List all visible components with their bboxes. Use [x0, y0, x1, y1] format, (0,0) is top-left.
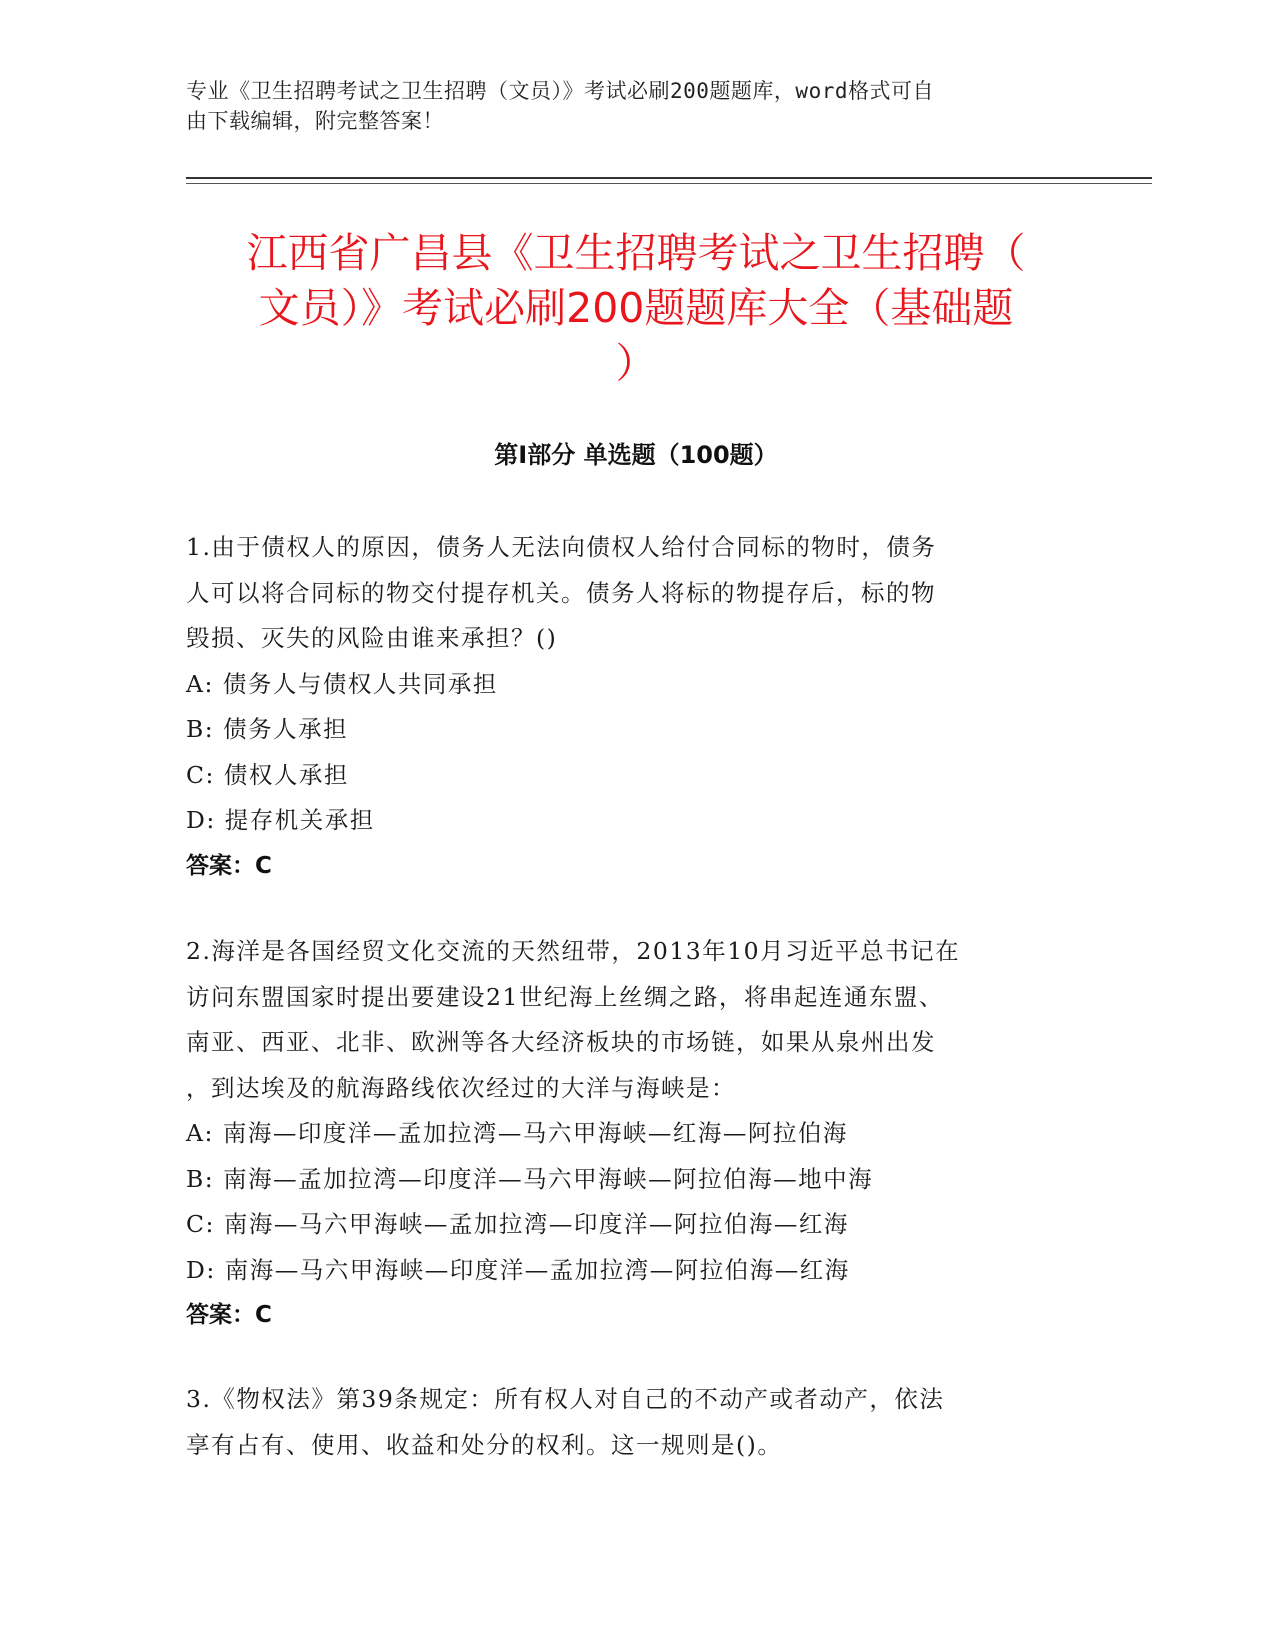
question-2-option-a: A: 南海—印度洋—孟加拉湾—马六甲海峡—红海—阿拉伯海	[186, 1119, 848, 1147]
header-note-line-1: 专业《卫生招聘考试之卫生招聘（文员）》考试必刷200题题库，word格式可自	[186, 79, 934, 103]
header-note-line-2: 由下载编辑，附完整答案！	[186, 109, 444, 133]
question-1-option-d: D: 提存机关承担	[186, 806, 375, 834]
question-2-answer: 答案：C	[186, 1302, 272, 1328]
document-title-line-1: 江西省广昌县《卫生招聘考试之卫生招聘（	[246, 229, 1026, 277]
question-3-stem-line-2: 享有占有、使用、收益和处分的权利。这一规则是()。	[186, 1430, 783, 1459]
question-1	[186, 525, 1086, 889]
question-2-option-d: D: 南海—马六甲海峡—印度洋—孟加拉湾—阿拉伯海—红海	[186, 1255, 850, 1284]
question-2-option-c: C: 南海—马六甲海峡—孟加拉湾—印度洋—阿拉伯海—红海	[186, 1210, 849, 1238]
question-1-stem-line-1: 1.由于债权人的原因，债务人无法向债权人给付合同标的物时，债务	[186, 533, 937, 561]
document-title-line-2: 文员）》考试必刷200题题库大全（基础题	[258, 284, 1014, 332]
question-1-stem-line-2: 人可以将合同标的物交付提存机关。债务人将标的物提存后，标的物	[186, 578, 936, 607]
question-2-stem-line-2: 访问东盟国家时提出要建设21世纪海上丝绸之路，将串起连通东盟、	[186, 982, 944, 1011]
document-title	[186, 226, 1086, 391]
question-2-option-b: B: 南海—孟加拉湾—印度洋—马六甲海峡—阿拉伯海—地中海	[186, 1164, 874, 1193]
question-2	[186, 929, 1086, 1339]
question-2-stem-line-1: 2.海洋是各国经贸文化交流的天然纽带，2013年10月习近平总书记在	[186, 937, 961, 965]
section-title: 第Ⅰ部分 单选题（100题）	[494, 441, 778, 469]
question-1-option-c: C: 债权人承担	[186, 760, 349, 789]
question-2-stem-line-4: ，到达埃及的航海路线依次经过的大洋与海峡是：	[186, 1073, 736, 1102]
question-1-answer: 答案：C	[186, 852, 272, 879]
header-note	[186, 76, 1066, 136]
question-1-stem-line-3: 毁损、灭失的风险由谁来承担？()	[186, 624, 558, 652]
question-2-stem-line-3: 南亚、西亚、北非、欧洲等各大经济板块的市场链，如果从泉州出发	[186, 1028, 936, 1056]
document-title-line-3: ）	[615, 339, 657, 387]
question-1-option-a: A: 债务人与债权人共同承担	[186, 669, 498, 698]
header-divider-thick	[186, 177, 1152, 179]
header-divider-thin	[186, 183, 1152, 184]
question-3	[186, 1377, 1086, 1468]
question-3-stem-line-1: 3.《物权法》第39条规定：所有权人对自己的不动产或者动产，依法	[186, 1385, 945, 1413]
question-1-option-b: B: 债务人承担	[186, 715, 349, 743]
